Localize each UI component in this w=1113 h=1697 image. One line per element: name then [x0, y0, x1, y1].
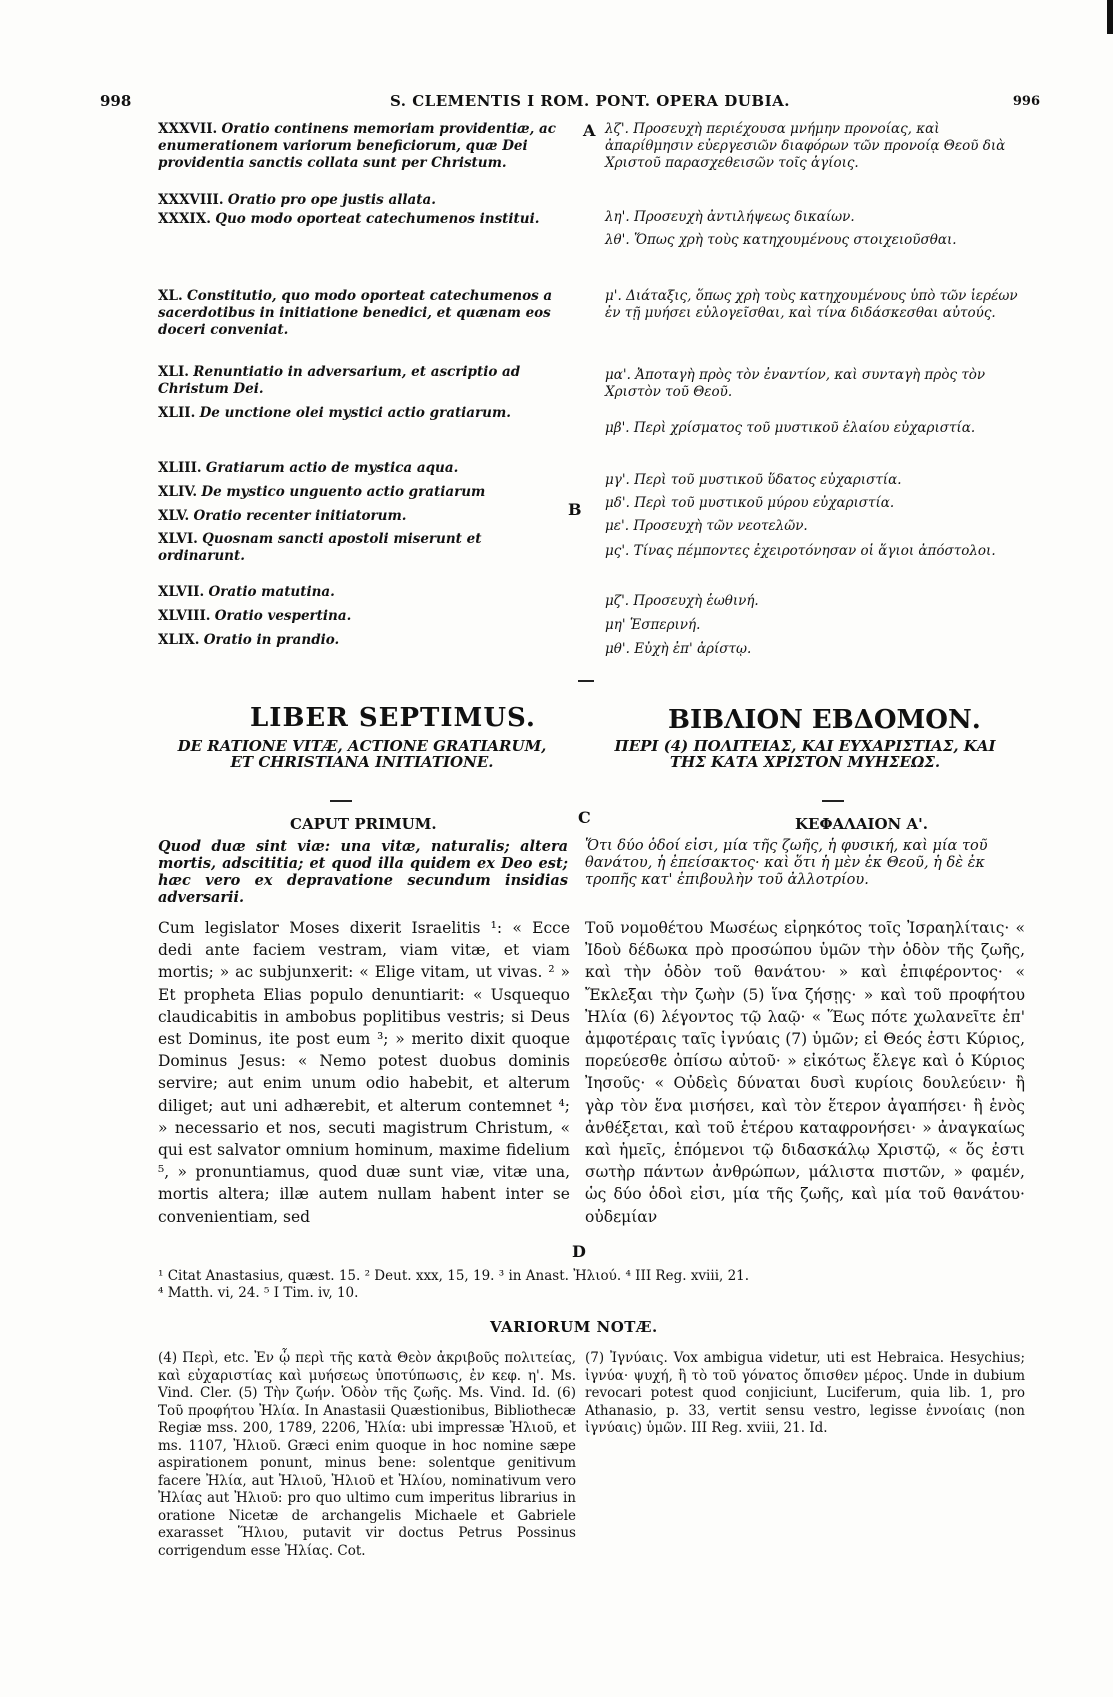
rule	[822, 800, 844, 802]
toc-item: μζ'. Προσευχὴ ἑωθινή.	[605, 593, 759, 609]
rule	[330, 800, 352, 802]
toc-item: μθ'. Εὐχὴ ἐπ' ἀρίστῳ.	[605, 641, 752, 657]
toc-item: με'. Προσευχὴ τῶν νεοτελῶν.	[605, 518, 808, 534]
toc-item: λθ'. Ὅπως χρὴ τοὺς κατηχουμένους στοιχειοῦσθαι.	[605, 232, 957, 248]
margin-letter-b: B	[568, 500, 582, 519]
scan-edge-mark	[1107, 0, 1113, 34]
page-header	[100, 92, 1040, 114]
toc-item: XXXIX. Quo modo oporteat catechumenos institui.	[158, 211, 540, 227]
running-title: S. CLEMENTIS I ROM. PONT. OPERA DUBIA.	[390, 92, 790, 110]
toc-item: λζ'. Προσευχὴ περιέχουσα μνήμην προνοίας, καὶ ἀπαρίθμησιν εὐεργεσιῶν διαφόρων τῶν προνοίᾳ Θεοῦ διὰ Χριστοῦ παρασχεθεισῶν τοῖς ἁγίοις.	[605, 121, 1006, 171]
toc-item: XLII. De unctione olei mystici actio gratiarum.	[158, 405, 511, 421]
toc-item: XLVIII. Oratio vespertina.	[158, 608, 352, 624]
footnote-line: ¹ Citat Anastasius, quæst. 15. ² Deut. xxx, 15, 19. ³ in Anast. Ἠλιού. ⁴ III Reg. xviii, 21.	[158, 1268, 750, 1284]
book-title-latin: LIBER SEPTIMUS.	[250, 703, 536, 733]
variorum-heading: VARIORUM NOTÆ.	[490, 1318, 658, 1336]
chapter-summary-latin: Quod duæ sint viæ: una vitæ, naturalis; altera mortis, adscititia; et quod illa quidem ex Deo est; hæc vero ex depravatione secundum insidias adversarii.	[158, 838, 568, 906]
book-subtitle-greek: ΠΕΡΙ (4) ΠΟΛΙΤΕΙΑΣ, ΚΑΙ ΕΥΧΑΡΙΣΤΙΑΣ, ΚΑΙ ΤΗΣ ΚΑΤΑ ΧΡΙΣΤΟΝ ΜΥΗΣΕΩΣ.	[614, 737, 996, 771]
toc-item: μγ'. Περὶ τοῦ μυστικοῦ ὕδατος εὐχαριστία.	[605, 472, 902, 488]
toc-item: XLV. Oratio recenter initiatorum.	[158, 508, 407, 524]
chapter-summary-greek: Ὅτι δύο ὁδοί εἰσι, μία τῆς ζωῆς, ἡ φυσική, καὶ μία τοῦ θανάτου, ἡ ἐπείσακτος· καὶ ὅτι ἡ μὲν ἐκ Θεοῦ, ἡ δὲ ἐκ τροπῆς κατ' ἐπιβουλὴν τοῦ ἀλλοτρίου.	[585, 838, 988, 888]
variorum-notes-left: (4) Περὶ, etc. Ἐν ᾧ περὶ τῆς κατὰ Θεὸν ἀκριβοῦς πολιτείας, καὶ εὐχαριστίας καὶ μυήσεως ὑποτύπωσις, ἐν κεφ. η'. Ms. Vind. Cler. (5) Τὴν ζωήν. Ὁδὸν τῆς ζωῆς. Ms. Vind. Id. (6) Τοῦ προφήτου Ἠλία. In Anastasii Quæstionibus, Bibliothecæ Regiæ mss. 200, 1789, 2206, Ἠλία: ubi impressæ Ἠλιοῦ, et ms. 1107, Ἠλιοῦ. Græci enim quoque in hoc nomine sæpe aspirationem ponunt, minus bene: solentque genitivum facere Ἠλία, aut Ἠλιοῦ, Ἠλιοῦ et Ἠλίου, nominativum vero Ἠλίας aut Ἠλιοῦ: pro quo ultimo cum imperitus librarius in oratione Nicetæ de archangelis Michaele et Gabriele exarasset Ἥλιου, putavit vir doctus Petrus Possinus corrigendum esse Ἠλίας. Cot.	[158, 1350, 576, 1559]
toc-item: λη'. Προσευχὴ ἀντιλήψεως δικαίων.	[605, 209, 855, 225]
margin-letter-d: D	[572, 1242, 586, 1261]
toc-item: XLVI. Quosnam sancti apostoli miserunt et ordinarunt.	[158, 531, 482, 564]
toc-item: μς'. Τίνας πέμποντες ἐχειροτόνησαν οἱ ἅγιοι ἀπόστολοι.	[605, 543, 996, 559]
chapter-heading-latin: CAPUT PRIMUM.	[290, 815, 437, 833]
toc-item: XLIX. Oratio in prandio.	[158, 632, 340, 648]
toc-item: XL. Constitutio, quo modo oporteat catechumenos a sacerdotibus in initiatione benedici, et quænam eos doceri conveniat.	[158, 288, 553, 338]
toc-item: XLIV. De mystico unguento actio gratiarum	[158, 484, 486, 500]
margin-letter-c: C	[578, 808, 591, 827]
book-title-greek: ΒΙΒΛΙΟΝ ΕΒΔΟΜΟΝ.	[668, 705, 981, 735]
toc-item: μβ'. Περὶ χρίσματος τοῦ μυστικοῦ ἐλαίου εὐχαριστία.	[605, 420, 976, 436]
toc-item: XLIII. Gratiarum actio de mystica aqua.	[158, 460, 459, 476]
toc-item: μδ'. Περὶ τοῦ μυστικοῦ μύρου εὐχαριστία.	[605, 495, 895, 511]
toc-item: μη' Ἑσπερινή.	[605, 617, 701, 633]
variorum-notes-right: (7) Ἰγνύαις. Vox ambigua videtur, uti est Hebraica. Hesychius; ἰγνύα· ψυχή, ἢ τὸ τοῦ γόνατος ὄπισθεν μέρος. Unde in dubium revocari potest quod conjiciunt, Luciferum, quia lib. 1, pro Athanasio, p. 33, vertit sensu vestro, legisse ἐννοίαις (non ἰγνύαις) ὑμῶν. III Reg. xviii, 21. Id.	[585, 1350, 1025, 1436]
toc-item: μ'. Διάταξις, ὅπως χρὴ τοὺς κατηχουμένους ὑπὸ τῶν ἱερέων ἐν τῇ μυήσει εὐλογεῖσθαι, καὶ τίνα διδάσκεσθαι αὐτούς.	[605, 288, 1018, 321]
toc-item: XLVII. Oratio matutina.	[158, 584, 335, 600]
main-text-greek: Τοῦ νομοθέτου Μωσέως εἰρηκότος τοῖς Ἰσραηλίταις· « Ἰδοὺ δέδωκα πρὸ προσώπου ὑμῶν τὴν ὁδὸν τῆς ζωῆς, καὶ τὴν ὁδὸν τοῦ θανάτου· » καὶ ἐπιφέροντος· « Ἔκλεξαι τὴν ζωὴν (5) ἵνα ζήσῃς· » καὶ τοῦ προφήτου Ἠλία (6) λέγοντος τῷ λαῷ· « Ἕως πότε χωλανεῖτε ἐπ' ἀμφοτέραις ταῖς ἰγνύαις (7) ὑμῶν; εἰ Θεός ἐστι Κύριος, πορεύεσθε ὀπίσω αὐτοῦ· » εἰκότως ἔλεγε καὶ ὁ Κύριος Ἰησοῦς· « Οὐδεὶς δύναται δυσὶ κυρίοις δουλεύειν· ἢ γὰρ τὸν ἕνα μισήσει, καὶ τὸν ἕτερον ἀγαπήσει· ἢ ἑνὸς ἀνθέξεται, καὶ τοῦ ἑτέρου καταφρονήσει· » ἀναγκαίως καὶ ἡμεῖς, ἑπόμενοι τῷ διδασκάλῳ Χριστῷ, « ὅς ἐστι σωτὴρ πάντων ἀνθρώπων, μάλιστα πιστῶν, » φαμέν, ὡς δύο ὁδοὶ εἰσι, μία τῆς ζωῆς, καὶ μία τοῦ θανάτου· οὐδεμίαν	[585, 919, 1025, 1226]
book-subtitle-latin: DE RATIONE VITÆ, ACTIONE GRATIARUM, ET CHRISTIANA INITIATIONE.	[177, 737, 547, 771]
chapter-heading-greek: ΚΕΦΑΛΑΙΟΝ Α'.	[795, 815, 928, 833]
main-text-latin: Cum legislator Moses dixerit Israelitis ¹: « Ecce dedi ante faciem vestram, viam vitæ, et viam mortis; » ac subjunxerit: « Elige vitam, ut vivas. ² » Et propheta Elias populo denuntiarit: « Usquequo claudicabitis in ambobus poplitibus vestris; si Deus est Dominus, ite post eum ³; » merito dixit quoque Dominus Jesus: « Nemo potest duobus dominis servire; aut enim unum odio habebit, et alterum diliget; aut uni adhærebit, et alterum contemnet ⁴; » necessario et nos, secuti magistrum Christum, « qui est salvator omnium hominum, maxime fidelium ⁵, » pronuntiamus, quod duæ sunt viæ, vitæ una, mortis altera; illæ autem nullam habent inter se convenientiam, sed	[158, 919, 570, 1226]
toc-item: μα'. Ἀποταγὴ πρὸς τὸν ἐναντίον, καὶ συνταγὴ πρὸς τὸν Χριστὸν τοῦ Θεοῦ.	[605, 367, 986, 400]
page-number: 996	[1012, 94, 1040, 109]
toc-item: XXXVII. Oratio continens memoriam providentiæ, ac enumerationem variorum beneficiorum, quæ Dei providentia sanctis collata sunt per Christum.	[158, 121, 556, 171]
header-left-mark: 998	[100, 92, 132, 110]
rule	[578, 680, 594, 682]
margin-letter-a: A	[583, 121, 596, 140]
footnote-line: ⁴ Matth. vi, 24. ⁵ I Tim. iv, 10.	[158, 1285, 359, 1301]
toc-item: XLI. Renuntiatio in adversarium, et ascriptio ad Christum Dei.	[158, 364, 521, 397]
toc-item: XXXVIII. Oratio pro ope justis allata.	[158, 192, 436, 208]
